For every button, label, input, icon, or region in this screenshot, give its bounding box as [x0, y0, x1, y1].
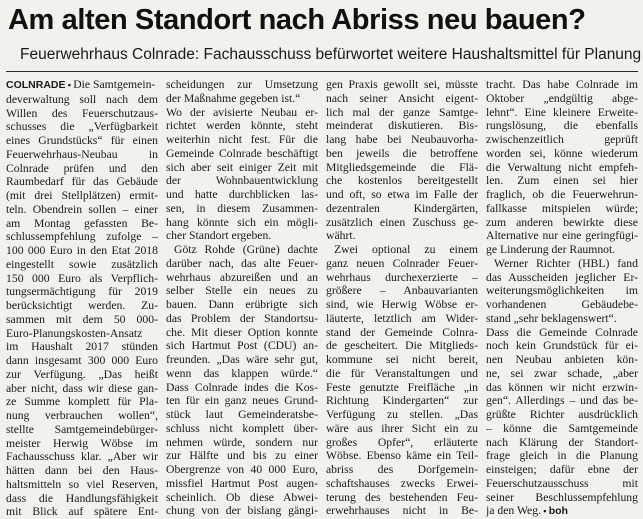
text-line: haltsmitteln so viel Reserven, [6, 477, 158, 491]
text-line: weiterungsmöglichkeiten im [486, 284, 638, 298]
text-line: zwischenzeitlich geprüft [486, 133, 638, 146]
text-line: nen Neubau anbieten kön- [486, 353, 638, 366]
text-line: eines Grundstücks“ für einen [6, 134, 158, 147]
dateline-marker: ▪ [65, 80, 74, 90]
text-line: sich Hartmut Post (CDU) an- [166, 339, 318, 353]
text-line: chung von der bislang gängi- [166, 504, 318, 518]
text-line: grüßte Richter ausdrücklich [486, 408, 638, 421]
text-line: (mit drei Stellplätzen) ermit- [6, 189, 158, 202]
text-line: Werner Richter (HBL) fand [494, 256, 638, 270]
text-line: sammen mit dem 50 000- [6, 312, 158, 326]
text-line: zur Verfügung. „Das heißt [6, 367, 158, 381]
text-line: deverwaltung soll nach dem [6, 92, 158, 106]
text-line: schaftshauses zwecks Erwei- [326, 476, 478, 490]
text-line: tracht. Das habe Colnrade im [486, 78, 638, 91]
text-line: Zwei optional zu einem [334, 243, 478, 256]
text-line: erwehrhauses nicht in Be- [326, 504, 478, 518]
text-line: Feste genutzte Freifläche „in [326, 380, 478, 394]
text-line: das Problem der Standortsu- [166, 311, 318, 325]
text-line: che kostenlos bereitgestellt [326, 174, 478, 188]
text-line: fallkasse mitspielen würde; [486, 201, 638, 215]
text-line: 150 000 Euro als Verpflich- [6, 271, 158, 285]
text-line: terung des bestehenden Feu- [326, 490, 478, 504]
text-line: bauen. Dann erübrigte sich [166, 298, 318, 311]
text-line: scheinlich. Ob diese Abwei- [166, 490, 318, 504]
dateline: COLNRADE [6, 79, 66, 91]
text-line: Obergrenze von 40 000 Euro, [166, 463, 318, 476]
text-line: die Verwaltung nicht empfeh- [486, 160, 638, 174]
text-line: nach seiner Ansicht eigent- [326, 91, 478, 105]
text-line: Richtung Kindergarten“ zur [326, 394, 478, 408]
article-column-3 [326, 78, 478, 518]
text-line: che. Mit dieser Option konnte [166, 325, 318, 339]
headline: Am alten Standort nach Abriss neu bauen? [8, 4, 586, 36]
text-line: sen, in diesem Zusammen- [166, 201, 318, 215]
text-line: stand „sehr beklagenswert“. [486, 311, 617, 325]
text-line: schusses die „Verfügbarkeit [6, 120, 158, 134]
text-line: de gescheitert. Die Mitglieds- [326, 339, 478, 353]
text-line: läuterte, letztlich am Wider- [326, 311, 478, 325]
closing-line [486, 504, 638, 519]
text-line: Feuerschutzausschuss mit [486, 476, 638, 490]
text-line: währt. [326, 229, 356, 243]
text-line: nung verbrauchen wollen“, [6, 409, 158, 422]
text-line: der Maßnahme gegeben ist.“ [166, 91, 301, 105]
text-line: Wo der avisierte Neubau er- [166, 105, 318, 119]
text-line: wehrhaus abzureißen und an [166, 270, 318, 284]
text-line: großes Opfer“, erläuterte [326, 435, 478, 449]
text-line: Raumbedarf für das Gebäude [6, 175, 158, 189]
text-line: im Haushalt 2017 stünden [6, 340, 158, 354]
text-line: das können wir nicht erzwin- [486, 380, 638, 394]
text-line: hang könnte sich ein mögli- [166, 215, 318, 229]
text-line: aber nicht, dass wir diese gan- [6, 381, 158, 395]
text-line: Gemeinde Colnrade beschäftigt [166, 146, 318, 160]
text-line: Feuerwehrhaus-Neubau in [6, 147, 158, 161]
author-marker: ▪ [541, 506, 549, 517]
text-line: worden sei, könne wiederum [486, 146, 638, 160]
text-line: seiner Beschlussempfehlung [486, 490, 638, 504]
text-line: missfiel Hartmut Post augen- [166, 476, 318, 490]
text-line: noch kein Grundstück für ei- [486, 339, 638, 353]
text-line: der Wohnbauentwicklung [166, 174, 318, 188]
text-line: ganz neuen Colnrader Feuer- [326, 256, 478, 270]
text-line: gen Praxis gewollt sei, müsste [326, 78, 478, 91]
text-line: sind, wie Herwig Wöbse er- [326, 298, 478, 311]
text-line: ten für ein ganz neues Grund- [166, 394, 318, 408]
text-line: und oft, so etwa im Falle der [326, 188, 478, 201]
text-line: ne, sei zwar schade, „aber [486, 366, 638, 380]
text-line: berücksichtigt werden. Zu- [6, 299, 158, 312]
text-line: eingestellt sowie zusätzlich [6, 257, 158, 271]
text-line: Verfügung zu stellen. „Das [326, 408, 478, 421]
text-line: Alternative nur eine geringfügi- [486, 229, 638, 243]
text-line: darüber nach, das alte Feuer- [166, 256, 318, 270]
text-line: dann insgesamt 300 000 Euro [6, 354, 158, 367]
article-column-4 [486, 78, 638, 518]
text-line: richtet werden könnte, steht [166, 119, 318, 133]
text-line: lehnt“. Eine kleinere Erweite- [486, 105, 638, 119]
text-line: scheidungen zur Umsetzung [166, 78, 318, 91]
text-line: weiterhin nicht fest. Für die [166, 133, 318, 146]
text-line: vorhandenen Gebäudebe- [486, 298, 638, 311]
text-line: Colnrade prüfen und den [6, 161, 158, 175]
text-line: lich mal der ganze Samtge- [326, 105, 478, 119]
text-line: kommune sei nicht bereit, [326, 353, 478, 366]
text-line: 100 000 Euro in den Etat 2018 [6, 244, 158, 257]
text-line: cher Standort ergeben. [166, 229, 272, 243]
text-line: len. Zum einen sei hier [486, 174, 638, 188]
text-line: Wöbse. Ebenso käme ein Teil- [326, 449, 478, 463]
text-line: stellte Samtgemeindebürger- [6, 422, 158, 436]
text-line: wehrhaus durchexerzierte – [326, 270, 478, 284]
text-line: meister Herwig Wöbse im [6, 436, 158, 450]
text-line: ge Linderung der Raumnot. [486, 243, 616, 256]
text-line: und hatte durchblicken las- [166, 188, 318, 201]
text-line: gen“. Allerdings – und das be- [486, 394, 638, 408]
text-line: wenn das klappen würde.“ [166, 366, 318, 380]
text-line: einsteigen; dafür ebne der [486, 463, 638, 476]
text-line: am Montag gefassten Be- [6, 216, 158, 230]
closing-text: ja den Weg. [486, 504, 541, 518]
text-line: abriss des Dorfgemein- [326, 463, 478, 476]
text-line: nehmen würde, sondern nur [166, 435, 318, 449]
text-line: zur Hälfte und bis zu einer [166, 449, 318, 463]
subheadline: Feuerwehrhaus Colnrade: Fachausschuss befürwortet weitere Haushaltsmittel für Planung [20, 46, 642, 63]
text-line: tungsermächtigung für 2019 [6, 285, 158, 299]
text-line: Dass die Gemeinde Colnrade [486, 325, 638, 339]
text-line: selber Stelle ein neues zu [166, 284, 318, 298]
text-line: sich aber seit einiger Zeit mit [166, 160, 318, 174]
text-line: zum anderen bewirkte diese [486, 215, 638, 229]
text-line: – könne die Samtgemeinde [486, 421, 638, 435]
text-line: Fachausschuss klar. „Aber wir [6, 450, 158, 464]
text-line: schlussempfehlung zufolge – [6, 230, 158, 244]
text-line: dass die Handlungsfähigkeit [6, 491, 158, 505]
text-line: Oktober „endgültig abge- [486, 91, 638, 105]
text-line: wäre aus ihrer Sicht ein zu [326, 421, 478, 435]
text-line: schluss nicht komplett über- [166, 421, 318, 435]
text-line-content: Die Samtgemein- [73, 78, 156, 91]
text-line [6, 78, 158, 93]
text-line: ben jeweils die betroffene [326, 146, 478, 160]
text-line: teln. Obendrein sollen – einer [6, 202, 158, 216]
text-line: größere – Anbauvarianten [326, 284, 478, 298]
author-signature: boh [548, 505, 568, 518]
text-line: das Ausscheiden jeglicher Er- [486, 270, 638, 284]
text-line: lang habe bei Neubauvorha- [326, 133, 478, 146]
text-line: dezentralen Kindergärten, [326, 201, 478, 215]
text-line: die für Veranstaltungen und [326, 366, 478, 380]
text-line: frage gleich in die Planung [486, 449, 638, 463]
text-line: nach Klärung der Standort- [486, 435, 638, 449]
text-line: stück laut Gemeinderatsbe- [166, 408, 318, 421]
text-line: meinderat diskutieren. Bis- [326, 119, 478, 133]
text-line: mit Blick auf spätere Ent- [6, 505, 158, 519]
text-line: ze Summe komplett für Pla- [6, 395, 158, 409]
article-body [6, 78, 638, 519]
text-line: Mitgliedsgemeinde die Flä- [326, 160, 478, 174]
text-line: freunden. „Das wäre sehr gut, [166, 353, 318, 366]
text-line: fraglich, ob die Feuerwehrun- [486, 188, 638, 201]
text-line: Willen des Feuerschutzaus- [6, 106, 158, 120]
text-line: Euro-Planungskosten-Ansatz [6, 326, 143, 340]
article-column-1 [6, 78, 158, 519]
text-line: zusätzlich einen Zuschuss ge- [326, 215, 478, 229]
divider [6, 71, 638, 72]
text-line: stand der Gemeinde Colnra- [326, 325, 478, 339]
text-line: hätten dann bei den Haus- [6, 464, 158, 477]
text-line: Götz Rohde (Grüne) dachte [174, 243, 318, 256]
text-line: Dass Colnrade indes die Kos- [166, 380, 318, 394]
article-column-2 [166, 78, 318, 518]
text-line: rungslösung, die ebenfalls [486, 119, 638, 133]
